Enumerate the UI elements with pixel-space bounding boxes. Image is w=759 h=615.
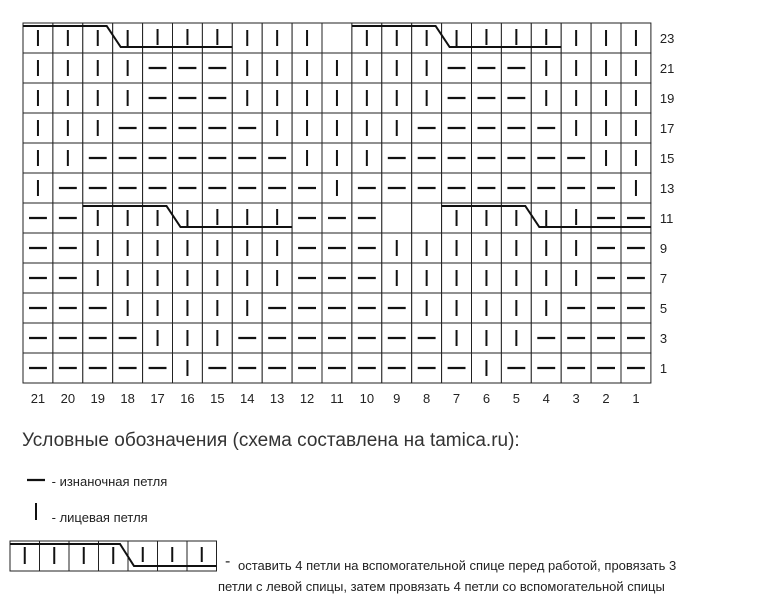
column-label: 21 — [30, 391, 46, 406]
column-label: 13 — [269, 391, 285, 406]
cable-legend-dash: - — [225, 553, 231, 570]
column-label: 14 — [240, 391, 255, 406]
column-label: 11 — [330, 391, 344, 406]
row-label: 5 — [659, 301, 668, 316]
row-label: 11 — [659, 211, 674, 226]
column-label: 7 — [452, 391, 461, 406]
column-label: 18 — [120, 391, 135, 406]
column-label: 6 — [482, 391, 491, 406]
column-label: 3 — [572, 391, 580, 406]
column-label: 20 — [60, 391, 76, 406]
column-label: 12 — [299, 391, 315, 406]
cable-legend-line2: петли с левой спицы, затем провязать 4 петли со вспомогательной спицы — [218, 579, 665, 594]
row-label: 3 — [659, 331, 668, 346]
column-label: 16 — [180, 391, 195, 406]
column-label: 4 — [542, 391, 550, 406]
column-label: 9 — [393, 391, 401, 406]
legend-title: Условные обозначения (схема составлена на tamica.ru): — [22, 430, 520, 451]
row-label: 21 — [659, 61, 675, 76]
column-label: 8 — [423, 391, 431, 406]
legend-knit-label: - лицевая петля — [51, 510, 148, 525]
row-label: 7 — [659, 271, 668, 286]
column-label: 5 — [512, 391, 520, 406]
legend-purl-label: - изнаночная петля — [51, 474, 168, 489]
row-label: 23 — [659, 31, 675, 46]
cable-legend-line1: оставить 4 петли на вспомогательной спице перед работой, провязать 3 — [238, 558, 677, 573]
row-label: 15 — [659, 151, 675, 166]
column-label: 10 — [359, 391, 375, 406]
column-label: 1 — [632, 391, 640, 406]
row-label: 17 — [659, 121, 675, 136]
row-label: 13 — [659, 181, 675, 196]
row-label: 19 — [659, 91, 675, 106]
row-label: 9 — [659, 241, 668, 256]
column-label: 19 — [90, 391, 105, 406]
column-label: 2 — [602, 391, 610, 406]
column-label: 17 — [150, 391, 165, 406]
column-label: 15 — [210, 391, 225, 406]
row-label: 1 — [659, 361, 668, 376]
